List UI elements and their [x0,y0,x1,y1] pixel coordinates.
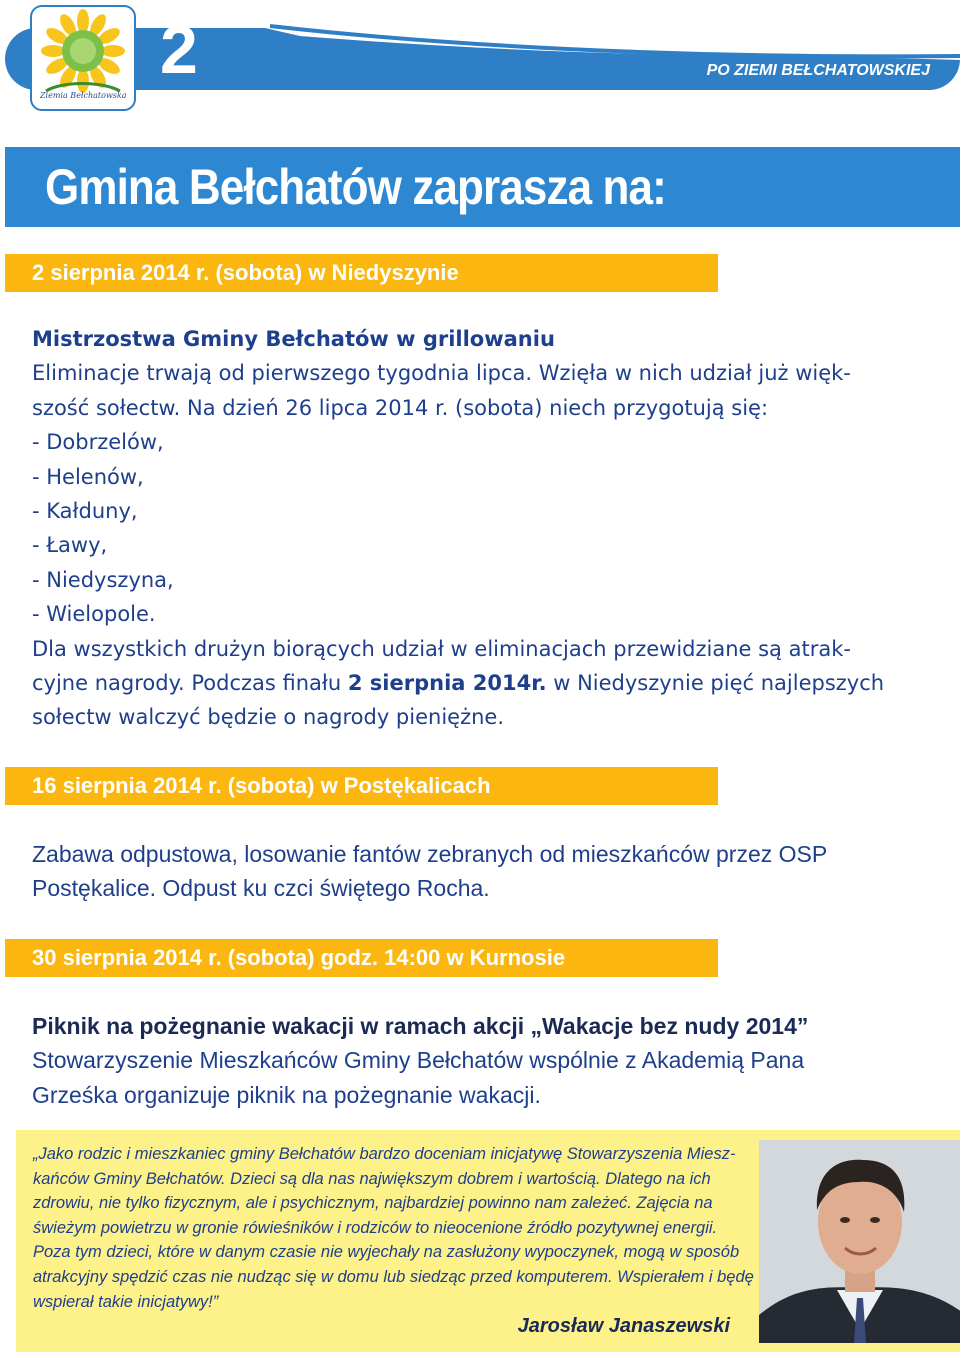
village-item: - Helenów, [32,464,144,489]
quote-line: kańców Gminy Bełchatów. Dzieci są dla nas największym dobrem i wartością. Dlatego na ich [33,1169,711,1188]
quote-line: atrakcyjny spędzić czas nie nudząc się w domu lub siedząc przed komputerem. Wspierałem i będę [33,1267,754,1286]
hero-banner [5,147,960,227]
event-line: szość sołectw. Na dzień 26 lipca 2014 r. (sobota) niech przygotują się: [32,395,769,420]
quote-line: świeżym powietrzu w gronie rówieśników i rodziców to nieocenione źródło pozytywnej energii. [33,1218,718,1237]
event-date-bar [5,939,718,977]
event-line: Eliminacje trwają od pierwszego tygodnia lipca. Wzięła w nich udział już więk- [32,361,851,386]
event-line-part: w Niedyszynie pięć najlepszych [546,671,885,696]
signature: Jarosław Janaszewski [517,1315,730,1337]
event-date-label: 16 sierpnia 2014 r. (sobota) w Postękalicach [32,773,491,798]
quote-text [33,1142,754,1314]
page-header [0,0,960,100]
event-line-part: cyjne nagrody. Podczas finału [32,671,348,696]
logo-text: Ziemia Bełchatowska [40,91,127,100]
logo [30,5,136,111]
quote-box [16,1130,960,1352]
event-line: Postękalice. Odpust ku czci świętego Rocha. [32,875,490,902]
event-description [32,322,932,735]
portrait-photo [759,1140,960,1343]
village-item: - Kałduny, [32,499,138,524]
event-line [32,666,932,700]
event-line: Zabawa odpustowa, losowanie fantów zebranych od mieszkańców przez OSP [32,841,828,867]
quote-line: Poza tym dzieci, które w danym czasie nie wyjechały na zasłużony wypoczynek, mogą w sposób [33,1243,740,1262]
final-date: 2 sierpnia 2014r. [347,671,547,696]
portrait-image [759,1140,960,1343]
quote-line: wspierał takie inicjatywy!” [33,1292,219,1311]
event-date-bar [5,767,718,805]
guide-title-line1: LETNI PRZEWODNIK [770,39,930,56]
event-heading: Mistrzostwa Gminy Bełchatów w grillowaniu [32,327,555,351]
event-heading: Piknik na pożegnanie wakacji w ramach akcji „Wakacje bez nudy 2014” [32,1013,809,1039]
village-item: - Ławy, [32,533,108,558]
event-date-label: 30 sierpnia 2014 r. (sobota) godz. 14:00 w Kurnosie [32,945,566,970]
event-line: sołectw walczyć będzie o nagrody pieniężne. [32,705,504,730]
village-item: - Dobrzelów, [32,430,164,455]
event-description [32,1009,932,1112]
quote-line: zdrowiu, nie tylko fizycznym, ale i psychicznym, najbardziej powinno nam zależeć. Zajęcia na [33,1194,713,1213]
page-number: 2 [160,12,196,88]
event-line: Dla wszystkich drużyn biorących udział w eliminacjach przewidziane są atrak- [32,636,851,661]
quote-line: „Jako rodzic i mieszkaniec gminy Bełchatów bardzo doceniam inicjatywę Stowarzyszenia Miesz- [33,1145,736,1163]
guide-title-line2: PO ZIEMI BEŁCHATOWSKIEJ [706,62,930,79]
event-line: Grześka organizuje piknik na pożegnanie wakacji. [32,1081,541,1108]
page-title: Gmina Bełchatów zaprasza na: [45,159,666,215]
event-description [32,837,932,906]
event-date-bar [5,254,718,292]
village-item: - Niedyszyna, [32,567,174,592]
event-line: Stowarzyszenie Mieszkańców Gminy Bełchatów wspólnie z Akademią Pana [32,1047,805,1074]
event-date-label: 2 sierpnia 2014 r. (sobota) w Niedyszynie [32,260,459,285]
guide-title [707,36,930,82]
village-item: - Wielopole. [32,602,156,627]
